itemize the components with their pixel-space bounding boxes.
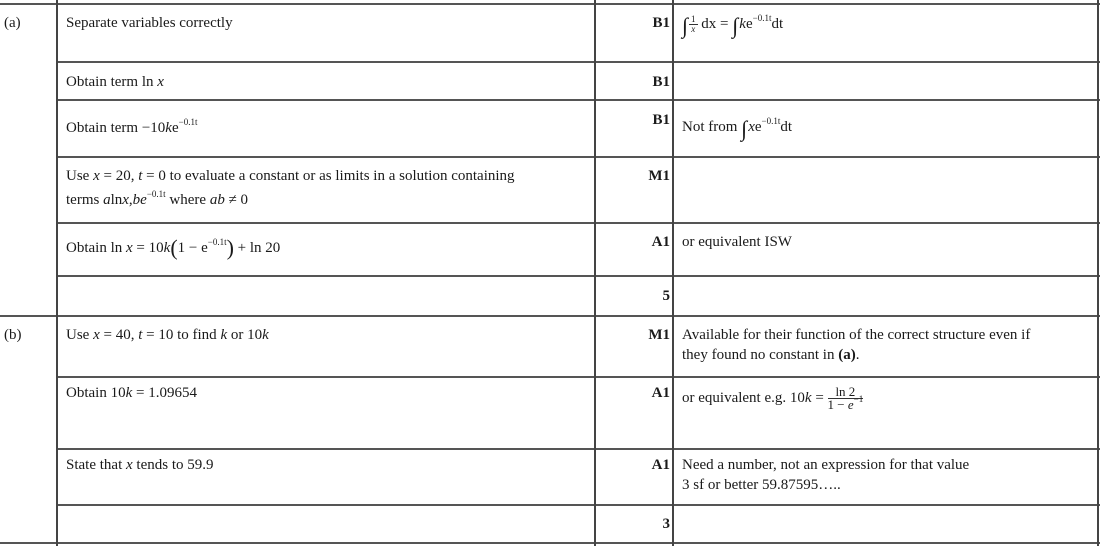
- row-divider: [0, 3, 1100, 5]
- row-9-description: State that x tends to 59.9: [66, 457, 214, 473]
- row-4-mark: M1: [648, 168, 670, 184]
- part-b-total-marks: 3: [662, 516, 670, 532]
- row-divider: [57, 448, 1100, 450]
- row-7-description: Use x = 40, t = 10 to find k or 10k: [66, 327, 269, 343]
- row-5-guidance: or equivalent ISW: [682, 234, 792, 250]
- column-divider: [594, 0, 596, 546]
- row-divider: [57, 156, 1100, 158]
- fraction: $\frac{1}{x}$: [691, 14, 696, 35]
- row-9-mark: A1: [651, 457, 670, 473]
- integral-sign: ∫: [682, 13, 689, 38]
- table-bottom-border: [0, 542, 1100, 544]
- row-9-guidance: Need a number, not an expression for that value 3 sf or better 59.87595…..: [682, 457, 970, 493]
- row-1-guidance: ∫ $\frac{1}{x}$ dx = $\int ke^{-0.1t}dt$: [682, 13, 784, 38]
- row-3-description: Obtain term $-10ke^{-0.1t}$: [66, 117, 198, 136]
- table-right-border: [1097, 0, 1099, 546]
- row-divider: [57, 275, 1100, 277]
- row-divider: [57, 61, 1100, 63]
- row-7-mark: M1: [648, 327, 670, 343]
- fraction: $\frac{\ln 2}{1 - e^{-1}}$: [827, 384, 864, 412]
- row-2-mark: B1: [652, 74, 670, 90]
- column-divider: [672, 0, 674, 546]
- row-7-guidance: Available for their function of the correct structure even if they found no constant in (a).: [682, 327, 1031, 363]
- row-5-mark: A1: [651, 234, 670, 250]
- row-divider: [57, 99, 1100, 101]
- row-1-description: Separate variables correctly: [66, 15, 233, 31]
- integral-sign: ∫: [741, 116, 748, 141]
- row-2-description: Obtain term ln x: [66, 74, 164, 90]
- column-divider: [56, 0, 58, 546]
- row-4-description: Use x = 20, t = 0 to evaluate a constant or as limits in a solution containing terms $alnx,be^{-0.1t}$ where ab ≠ 0: [66, 168, 515, 208]
- integral-sign: ∫: [732, 13, 739, 38]
- part-divider: [0, 315, 1100, 317]
- row-divider: [57, 504, 1100, 506]
- row-8-mark: A1: [651, 385, 670, 401]
- row-5-description: Obtain $\ln x = 10k(1 - e^{-0.1t}) + \ln 20$: [66, 235, 281, 260]
- row-divider: [57, 222, 1100, 224]
- row-8-description: Obtain 10k = 1.09654: [66, 385, 197, 401]
- part-label-a: (a): [4, 15, 21, 31]
- row-8-guidance: or equivalent e.g. 10k = $\frac{\ln 2}{1 - e^{-1}}$: [682, 384, 864, 412]
- row-3-mark: B1: [652, 112, 670, 128]
- row-1-mark: B1: [652, 15, 670, 31]
- row-divider: [57, 376, 1100, 378]
- part-label-b: (b): [4, 327, 22, 343]
- part-a-total-marks: 5: [662, 288, 670, 304]
- row-3-guidance: Not from $\int xe^{-0.1t}dt$: [682, 116, 793, 141]
